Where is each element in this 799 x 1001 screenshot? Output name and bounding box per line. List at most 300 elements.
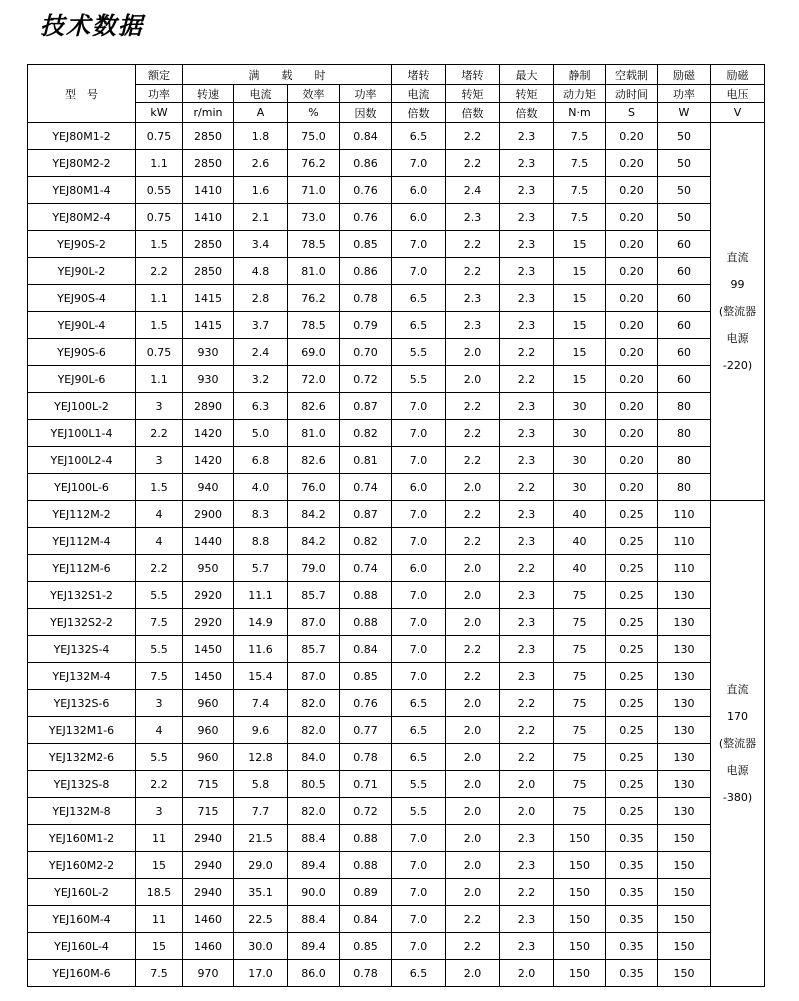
cell-power-factor: 0.85 bbox=[340, 231, 392, 258]
cell-static-brake-torque: 75 bbox=[554, 717, 606, 744]
cell-efficiency: 76.2 bbox=[288, 150, 340, 177]
cell-excite-power: 60 bbox=[658, 285, 711, 312]
cell-lock-torque-ratio: 2.3 bbox=[446, 312, 500, 339]
cell-lock-torque-ratio: 2.0 bbox=[446, 852, 500, 879]
cell-model: YEJ90L-4 bbox=[28, 312, 136, 339]
cell-max-torque-ratio: 2.2 bbox=[500, 879, 554, 906]
cell-max-torque-ratio: 2.2 bbox=[500, 717, 554, 744]
cell-model: YEJ100L-2 bbox=[28, 393, 136, 420]
cell-static-brake-torque: 75 bbox=[554, 663, 606, 690]
cell-power: 4 bbox=[136, 501, 183, 528]
excitation-voltage-line: (整流器 bbox=[718, 737, 757, 750]
cell-max-torque-ratio: 2.2 bbox=[500, 366, 554, 393]
cell-noload-brake-time: 0.25 bbox=[606, 528, 658, 555]
cell-efficiency: 75.0 bbox=[288, 123, 340, 150]
cell-speed: 2890 bbox=[183, 393, 234, 420]
table-row bbox=[28, 852, 765, 879]
cell-lock-torque-ratio: 2.0 bbox=[446, 474, 500, 501]
cell-noload-brake-time: 0.20 bbox=[606, 204, 658, 231]
cell-speed: 950 bbox=[183, 555, 234, 582]
cell-power: 7.5 bbox=[136, 609, 183, 636]
cell-noload-brake-time: 0.25 bbox=[606, 609, 658, 636]
table-row bbox=[28, 150, 765, 177]
cell-power-factor: 0.84 bbox=[340, 906, 392, 933]
cell-static-brake-torque: 15 bbox=[554, 312, 606, 339]
cell-static-brake-torque: 150 bbox=[554, 906, 606, 933]
cell-power-factor: 0.85 bbox=[340, 933, 392, 960]
cell-model: YEJ90L-6 bbox=[28, 366, 136, 393]
cell-lock-torque-ratio: 2.2 bbox=[446, 123, 500, 150]
cell-excite-power: 50 bbox=[658, 150, 711, 177]
cell-max-torque-ratio: 2.3 bbox=[500, 636, 554, 663]
cell-efficiency: 72.0 bbox=[288, 366, 340, 393]
cell-power: 5.5 bbox=[136, 636, 183, 663]
cell-power: 2.2 bbox=[136, 555, 183, 582]
cell-excite-power: 110 bbox=[658, 555, 711, 582]
cell-lock-current-ratio: 6.5 bbox=[392, 312, 446, 339]
cell-power: 1.1 bbox=[136, 366, 183, 393]
cell-power: 5.5 bbox=[136, 744, 183, 771]
cell-noload-brake-time: 0.25 bbox=[606, 798, 658, 825]
cell-noload-brake-time: 0.20 bbox=[606, 474, 658, 501]
col-lock-torque-header-2: 转矩 bbox=[446, 85, 500, 103]
cell-current: 2.8 bbox=[234, 285, 288, 312]
cell-lock-current-ratio: 6.5 bbox=[392, 717, 446, 744]
cell-lock-current-ratio: 7.0 bbox=[392, 825, 446, 852]
cell-lock-current-ratio: 6.0 bbox=[392, 474, 446, 501]
cell-current: 6.3 bbox=[234, 393, 288, 420]
excitation-voltage-line: -380) bbox=[722, 791, 753, 804]
cell-current: 14.9 bbox=[234, 609, 288, 636]
col-static-brake-header-2: 动力矩 bbox=[554, 85, 606, 103]
col-noload-brake-header-1: 空载制 bbox=[606, 65, 658, 85]
cell-power: 0.75 bbox=[136, 339, 183, 366]
cell-lock-current-ratio: 7.0 bbox=[392, 258, 446, 285]
table-row bbox=[28, 447, 765, 474]
cell-efficiency: 71.0 bbox=[288, 177, 340, 204]
cell-power: 3 bbox=[136, 798, 183, 825]
cell-max-torque-ratio: 2.3 bbox=[500, 906, 554, 933]
cell-current: 22.5 bbox=[234, 906, 288, 933]
cell-static-brake-torque: 15 bbox=[554, 339, 606, 366]
table-row bbox=[28, 663, 765, 690]
cell-lock-torque-ratio: 2.2 bbox=[446, 528, 500, 555]
table-row bbox=[28, 501, 765, 528]
cell-power-factor: 0.82 bbox=[340, 420, 392, 447]
cell-model: YEJ112M-4 bbox=[28, 528, 136, 555]
cell-speed: 1420 bbox=[183, 447, 234, 474]
cell-power-factor: 0.88 bbox=[340, 582, 392, 609]
excitation-voltage-line: 电源 bbox=[726, 764, 749, 777]
table-row bbox=[28, 906, 765, 933]
cell-model: YEJ132S-4 bbox=[28, 636, 136, 663]
cell-power-factor: 0.77 bbox=[340, 717, 392, 744]
cell-lock-torque-ratio: 2.0 bbox=[446, 555, 500, 582]
cell-noload-brake-time: 0.20 bbox=[606, 312, 658, 339]
cell-excite-power: 60 bbox=[658, 231, 711, 258]
cell-lock-torque-ratio: 2.2 bbox=[446, 420, 500, 447]
cell-static-brake-torque: 150 bbox=[554, 879, 606, 906]
cell-current: 5.8 bbox=[234, 771, 288, 798]
col-excite-power-unit: W bbox=[658, 103, 711, 123]
cell-speed: 2850 bbox=[183, 258, 234, 285]
cell-excite-power: 130 bbox=[658, 582, 711, 609]
cell-current: 7.7 bbox=[234, 798, 288, 825]
cell-efficiency: 82.0 bbox=[288, 717, 340, 744]
cell-static-brake-torque: 150 bbox=[554, 825, 606, 852]
cell-model: YEJ80M1-2 bbox=[28, 123, 136, 150]
cell-max-torque-ratio: 2.3 bbox=[500, 150, 554, 177]
cell-noload-brake-time: 0.35 bbox=[606, 852, 658, 879]
cell-noload-brake-time: 0.25 bbox=[606, 744, 658, 771]
cell-lock-torque-ratio: 2.2 bbox=[446, 258, 500, 285]
table-row bbox=[28, 177, 765, 204]
cell-lock-torque-ratio: 2.2 bbox=[446, 663, 500, 690]
cell-lock-current-ratio: 7.0 bbox=[392, 906, 446, 933]
cell-efficiency: 80.5 bbox=[288, 771, 340, 798]
col-lock-current-header-3: 倍数 bbox=[392, 103, 446, 123]
cell-excite-power: 130 bbox=[658, 798, 711, 825]
cell-max-torque-ratio: 2.2 bbox=[500, 744, 554, 771]
cell-static-brake-torque: 30 bbox=[554, 447, 606, 474]
cell-power-factor: 0.72 bbox=[340, 366, 392, 393]
cell-lock-current-ratio: 7.0 bbox=[392, 393, 446, 420]
cell-model: YEJ80M1-4 bbox=[28, 177, 136, 204]
cell-lock-current-ratio: 5.5 bbox=[392, 798, 446, 825]
cell-noload-brake-time: 0.20 bbox=[606, 420, 658, 447]
cell-excite-power: 50 bbox=[658, 204, 711, 231]
cell-speed: 715 bbox=[183, 771, 234, 798]
cell-power-factor: 0.86 bbox=[340, 150, 392, 177]
cell-lock-current-ratio: 6.5 bbox=[392, 123, 446, 150]
col-efficiency-unit: % bbox=[288, 103, 340, 123]
cell-current: 2.6 bbox=[234, 150, 288, 177]
excitation-voltage-group bbox=[711, 123, 765, 501]
cell-current: 6.8 bbox=[234, 447, 288, 474]
cell-efficiency: 82.0 bbox=[288, 690, 340, 717]
cell-lock-torque-ratio: 2.0 bbox=[446, 879, 500, 906]
excitation-voltage-line: 170 bbox=[727, 710, 748, 723]
col-lock-current-header-2: 电流 bbox=[392, 85, 446, 103]
cell-power-factor: 0.85 bbox=[340, 663, 392, 690]
cell-static-brake-torque: 15 bbox=[554, 285, 606, 312]
cell-excite-power: 150 bbox=[658, 906, 711, 933]
cell-noload-brake-time: 0.20 bbox=[606, 258, 658, 285]
cell-noload-brake-time: 0.35 bbox=[606, 933, 658, 960]
cell-current: 2.4 bbox=[234, 339, 288, 366]
cell-excite-power: 150 bbox=[658, 879, 711, 906]
col-excite-power-header-1: 励磁 bbox=[658, 65, 711, 85]
table-row bbox=[28, 258, 765, 285]
cell-current: 35.1 bbox=[234, 879, 288, 906]
col-excite-voltage-header-2: 电压 bbox=[711, 85, 765, 103]
table-row bbox=[28, 555, 765, 582]
cell-power-factor: 0.86 bbox=[340, 258, 392, 285]
cell-lock-torque-ratio: 2.0 bbox=[446, 744, 500, 771]
cell-static-brake-torque: 150 bbox=[554, 960, 606, 987]
col-model-header: 型 号 bbox=[28, 65, 136, 123]
cell-static-brake-torque: 15 bbox=[554, 258, 606, 285]
cell-lock-current-ratio: 6.5 bbox=[392, 960, 446, 987]
col-current-header-1: 电流 bbox=[234, 85, 288, 103]
cell-current: 3.2 bbox=[234, 366, 288, 393]
cell-lock-torque-ratio: 2.0 bbox=[446, 825, 500, 852]
cell-model: YEJ132M-8 bbox=[28, 798, 136, 825]
table-row bbox=[28, 339, 765, 366]
excitation-voltage-line: 直流 bbox=[726, 251, 749, 264]
cell-model: YEJ100L1-4 bbox=[28, 420, 136, 447]
cell-power-factor: 0.74 bbox=[340, 474, 392, 501]
cell-excite-power: 60 bbox=[658, 258, 711, 285]
col-power-header-1: 额定 bbox=[136, 65, 183, 85]
cell-power-factor: 0.78 bbox=[340, 285, 392, 312]
cell-efficiency: 86.0 bbox=[288, 960, 340, 987]
cell-current: 8.8 bbox=[234, 528, 288, 555]
col-static-brake-unit: N·m bbox=[554, 103, 606, 123]
cell-speed: 1450 bbox=[183, 636, 234, 663]
cell-power-factor: 0.71 bbox=[340, 771, 392, 798]
cell-current: 3.7 bbox=[234, 312, 288, 339]
cell-noload-brake-time: 0.20 bbox=[606, 177, 658, 204]
table-row bbox=[28, 717, 765, 744]
cell-power: 4 bbox=[136, 528, 183, 555]
cell-efficiency: 69.0 bbox=[288, 339, 340, 366]
cell-current: 1.8 bbox=[234, 123, 288, 150]
cell-static-brake-torque: 150 bbox=[554, 933, 606, 960]
excitation-voltage-group bbox=[711, 501, 765, 987]
cell-excite-power: 60 bbox=[658, 312, 711, 339]
cell-noload-brake-time: 0.35 bbox=[606, 825, 658, 852]
cell-max-torque-ratio: 2.3 bbox=[500, 663, 554, 690]
cell-speed: 940 bbox=[183, 474, 234, 501]
cell-lock-torque-ratio: 2.0 bbox=[446, 717, 500, 744]
cell-efficiency: 87.0 bbox=[288, 663, 340, 690]
cell-excite-power: 130 bbox=[658, 744, 711, 771]
cell-current: 21.5 bbox=[234, 825, 288, 852]
cell-speed: 2940 bbox=[183, 879, 234, 906]
cell-model: YEJ160L-2 bbox=[28, 879, 136, 906]
cell-speed: 1410 bbox=[183, 177, 234, 204]
cell-efficiency: 84.2 bbox=[288, 528, 340, 555]
cell-max-torque-ratio: 2.3 bbox=[500, 420, 554, 447]
cell-noload-brake-time: 0.20 bbox=[606, 150, 658, 177]
excitation-voltage-line: 电源 bbox=[726, 332, 749, 345]
cell-current: 3.4 bbox=[234, 231, 288, 258]
cell-efficiency: 76.0 bbox=[288, 474, 340, 501]
cell-noload-brake-time: 0.25 bbox=[606, 501, 658, 528]
excitation-voltage-line: (整流器 bbox=[718, 305, 757, 318]
col-efficiency-header-1: 效率 bbox=[288, 85, 340, 103]
cell-excite-power: 60 bbox=[658, 366, 711, 393]
cell-lock-current-ratio: 5.5 bbox=[392, 366, 446, 393]
table-row bbox=[28, 771, 765, 798]
cell-power: 2.2 bbox=[136, 420, 183, 447]
table-row bbox=[28, 312, 765, 339]
cell-max-torque-ratio: 2.3 bbox=[500, 609, 554, 636]
cell-lock-current-ratio: 5.5 bbox=[392, 339, 446, 366]
cell-static-brake-torque: 7.5 bbox=[554, 204, 606, 231]
cell-power-factor: 0.76 bbox=[340, 204, 392, 231]
cell-speed: 970 bbox=[183, 960, 234, 987]
cell-static-brake-torque: 30 bbox=[554, 474, 606, 501]
cell-efficiency: 88.4 bbox=[288, 906, 340, 933]
cell-efficiency: 81.0 bbox=[288, 258, 340, 285]
cell-speed: 1460 bbox=[183, 906, 234, 933]
cell-excite-power: 130 bbox=[658, 717, 711, 744]
cell-static-brake-torque: 75 bbox=[554, 582, 606, 609]
cell-excite-power: 150 bbox=[658, 825, 711, 852]
cell-excite-power: 130 bbox=[658, 663, 711, 690]
cell-model: YEJ132M1-6 bbox=[28, 717, 136, 744]
cell-lock-current-ratio: 7.0 bbox=[392, 420, 446, 447]
cell-lock-current-ratio: 7.0 bbox=[392, 609, 446, 636]
cell-power-factor: 0.88 bbox=[340, 609, 392, 636]
cell-efficiency: 84.2 bbox=[288, 501, 340, 528]
cell-noload-brake-time: 0.35 bbox=[606, 906, 658, 933]
table-row bbox=[28, 528, 765, 555]
cell-efficiency: 79.0 bbox=[288, 555, 340, 582]
col-pf-header-1: 功率 bbox=[340, 85, 392, 103]
cell-excite-power: 80 bbox=[658, 393, 711, 420]
cell-static-brake-torque: 75 bbox=[554, 798, 606, 825]
col-max-torque-header-1: 最大 bbox=[500, 65, 554, 85]
cell-speed: 2940 bbox=[183, 825, 234, 852]
col-noload-brake-unit: S bbox=[606, 103, 658, 123]
cell-efficiency: 89.4 bbox=[288, 852, 340, 879]
cell-power: 3 bbox=[136, 393, 183, 420]
cell-current: 2.1 bbox=[234, 204, 288, 231]
cell-power-factor: 0.81 bbox=[340, 447, 392, 474]
cell-excite-power: 150 bbox=[658, 852, 711, 879]
cell-power: 1.5 bbox=[136, 312, 183, 339]
cell-lock-current-ratio: 5.5 bbox=[392, 771, 446, 798]
col-power-unit: kW bbox=[136, 103, 183, 123]
cell-lock-torque-ratio: 2.2 bbox=[446, 933, 500, 960]
cell-lock-current-ratio: 7.0 bbox=[392, 150, 446, 177]
cell-lock-current-ratio: 6.5 bbox=[392, 744, 446, 771]
cell-speed: 2850 bbox=[183, 231, 234, 258]
cell-power: 4 bbox=[136, 717, 183, 744]
cell-max-torque-ratio: 2.3 bbox=[500, 447, 554, 474]
cell-lock-current-ratio: 6.5 bbox=[392, 690, 446, 717]
cell-lock-torque-ratio: 2.0 bbox=[446, 339, 500, 366]
cell-power: 3 bbox=[136, 447, 183, 474]
cell-static-brake-torque: 30 bbox=[554, 393, 606, 420]
col-power-header-2: 功率 bbox=[136, 85, 183, 103]
cell-efficiency: 89.4 bbox=[288, 933, 340, 960]
cell-speed: 1460 bbox=[183, 933, 234, 960]
cell-model: YEJ112M-6 bbox=[28, 555, 136, 582]
cell-model: YEJ160M-4 bbox=[28, 906, 136, 933]
cell-lock-current-ratio: 6.0 bbox=[392, 204, 446, 231]
cell-current: 4.0 bbox=[234, 474, 288, 501]
table-row bbox=[28, 933, 765, 960]
cell-model: YEJ80M2-2 bbox=[28, 150, 136, 177]
excitation-voltage-line: 99 bbox=[730, 278, 745, 291]
cell-power: 1.1 bbox=[136, 150, 183, 177]
cell-speed: 1415 bbox=[183, 312, 234, 339]
cell-static-brake-torque: 75 bbox=[554, 744, 606, 771]
cell-max-torque-ratio: 2.2 bbox=[500, 474, 554, 501]
cell-efficiency: 78.5 bbox=[288, 231, 340, 258]
cell-lock-current-ratio: 6.0 bbox=[392, 177, 446, 204]
cell-max-torque-ratio: 2.3 bbox=[500, 258, 554, 285]
cell-max-torque-ratio: 2.3 bbox=[500, 177, 554, 204]
cell-efficiency: 88.4 bbox=[288, 825, 340, 852]
cell-excite-power: 80 bbox=[658, 447, 711, 474]
cell-static-brake-torque: 75 bbox=[554, 609, 606, 636]
cell-power-factor: 0.88 bbox=[340, 852, 392, 879]
cell-noload-brake-time: 0.25 bbox=[606, 636, 658, 663]
cell-static-brake-torque: 75 bbox=[554, 771, 606, 798]
cell-speed: 2850 bbox=[183, 123, 234, 150]
cell-excite-power: 50 bbox=[658, 123, 711, 150]
col-lock-current-header-1: 堵转 bbox=[392, 65, 446, 85]
col-noload-brake-header-2: 动时间 bbox=[606, 85, 658, 103]
cell-excite-power: 130 bbox=[658, 771, 711, 798]
cell-noload-brake-time: 0.20 bbox=[606, 366, 658, 393]
col-speed-header-1: 转速 bbox=[183, 85, 234, 103]
cell-noload-brake-time: 0.20 bbox=[606, 393, 658, 420]
cell-lock-current-ratio: 7.0 bbox=[392, 528, 446, 555]
cell-lock-current-ratio: 6.5 bbox=[392, 285, 446, 312]
cell-lock-torque-ratio: 2.2 bbox=[446, 501, 500, 528]
cell-speed: 2920 bbox=[183, 582, 234, 609]
cell-power: 3 bbox=[136, 690, 183, 717]
cell-noload-brake-time: 0.25 bbox=[606, 663, 658, 690]
cell-max-torque-ratio: 2.0 bbox=[500, 798, 554, 825]
cell-speed: 2920 bbox=[183, 609, 234, 636]
cell-static-brake-torque: 75 bbox=[554, 690, 606, 717]
col-pf-header-2: 因数 bbox=[340, 103, 392, 123]
cell-power: 7.5 bbox=[136, 663, 183, 690]
cell-lock-torque-ratio: 2.0 bbox=[446, 960, 500, 987]
cell-max-torque-ratio: 2.0 bbox=[500, 960, 554, 987]
cell-max-torque-ratio: 2.3 bbox=[500, 501, 554, 528]
cell-static-brake-torque: 30 bbox=[554, 420, 606, 447]
cell-lock-torque-ratio: 2.2 bbox=[446, 393, 500, 420]
cell-model: YEJ160M-6 bbox=[28, 960, 136, 987]
cell-efficiency: 85.7 bbox=[288, 582, 340, 609]
cell-current: 9.6 bbox=[234, 717, 288, 744]
cell-power-factor: 0.72 bbox=[340, 798, 392, 825]
cell-lock-current-ratio: 7.0 bbox=[392, 663, 446, 690]
table-row bbox=[28, 636, 765, 663]
cell-current: 1.6 bbox=[234, 177, 288, 204]
table-row bbox=[28, 879, 765, 906]
cell-efficiency: 90.0 bbox=[288, 879, 340, 906]
cell-noload-brake-time: 0.25 bbox=[606, 582, 658, 609]
cell-lock-torque-ratio: 2.0 bbox=[446, 798, 500, 825]
cell-power-factor: 0.82 bbox=[340, 528, 392, 555]
cell-noload-brake-time: 0.20 bbox=[606, 447, 658, 474]
cell-noload-brake-time: 0.25 bbox=[606, 690, 658, 717]
cell-lock-current-ratio: 7.0 bbox=[392, 636, 446, 663]
cell-power: 2.2 bbox=[136, 258, 183, 285]
cell-current: 17.0 bbox=[234, 960, 288, 987]
cell-static-brake-torque: 7.5 bbox=[554, 177, 606, 204]
cell-noload-brake-time: 0.35 bbox=[606, 960, 658, 987]
cell-excite-power: 130 bbox=[658, 636, 711, 663]
table-row bbox=[28, 690, 765, 717]
cell-current: 11.1 bbox=[234, 582, 288, 609]
cell-model: YEJ90L-2 bbox=[28, 258, 136, 285]
cell-efficiency: 73.0 bbox=[288, 204, 340, 231]
cell-max-torque-ratio: 2.3 bbox=[500, 933, 554, 960]
cell-excite-power: 150 bbox=[658, 960, 711, 987]
cell-excite-power: 150 bbox=[658, 933, 711, 960]
cell-lock-current-ratio: 6.0 bbox=[392, 555, 446, 582]
